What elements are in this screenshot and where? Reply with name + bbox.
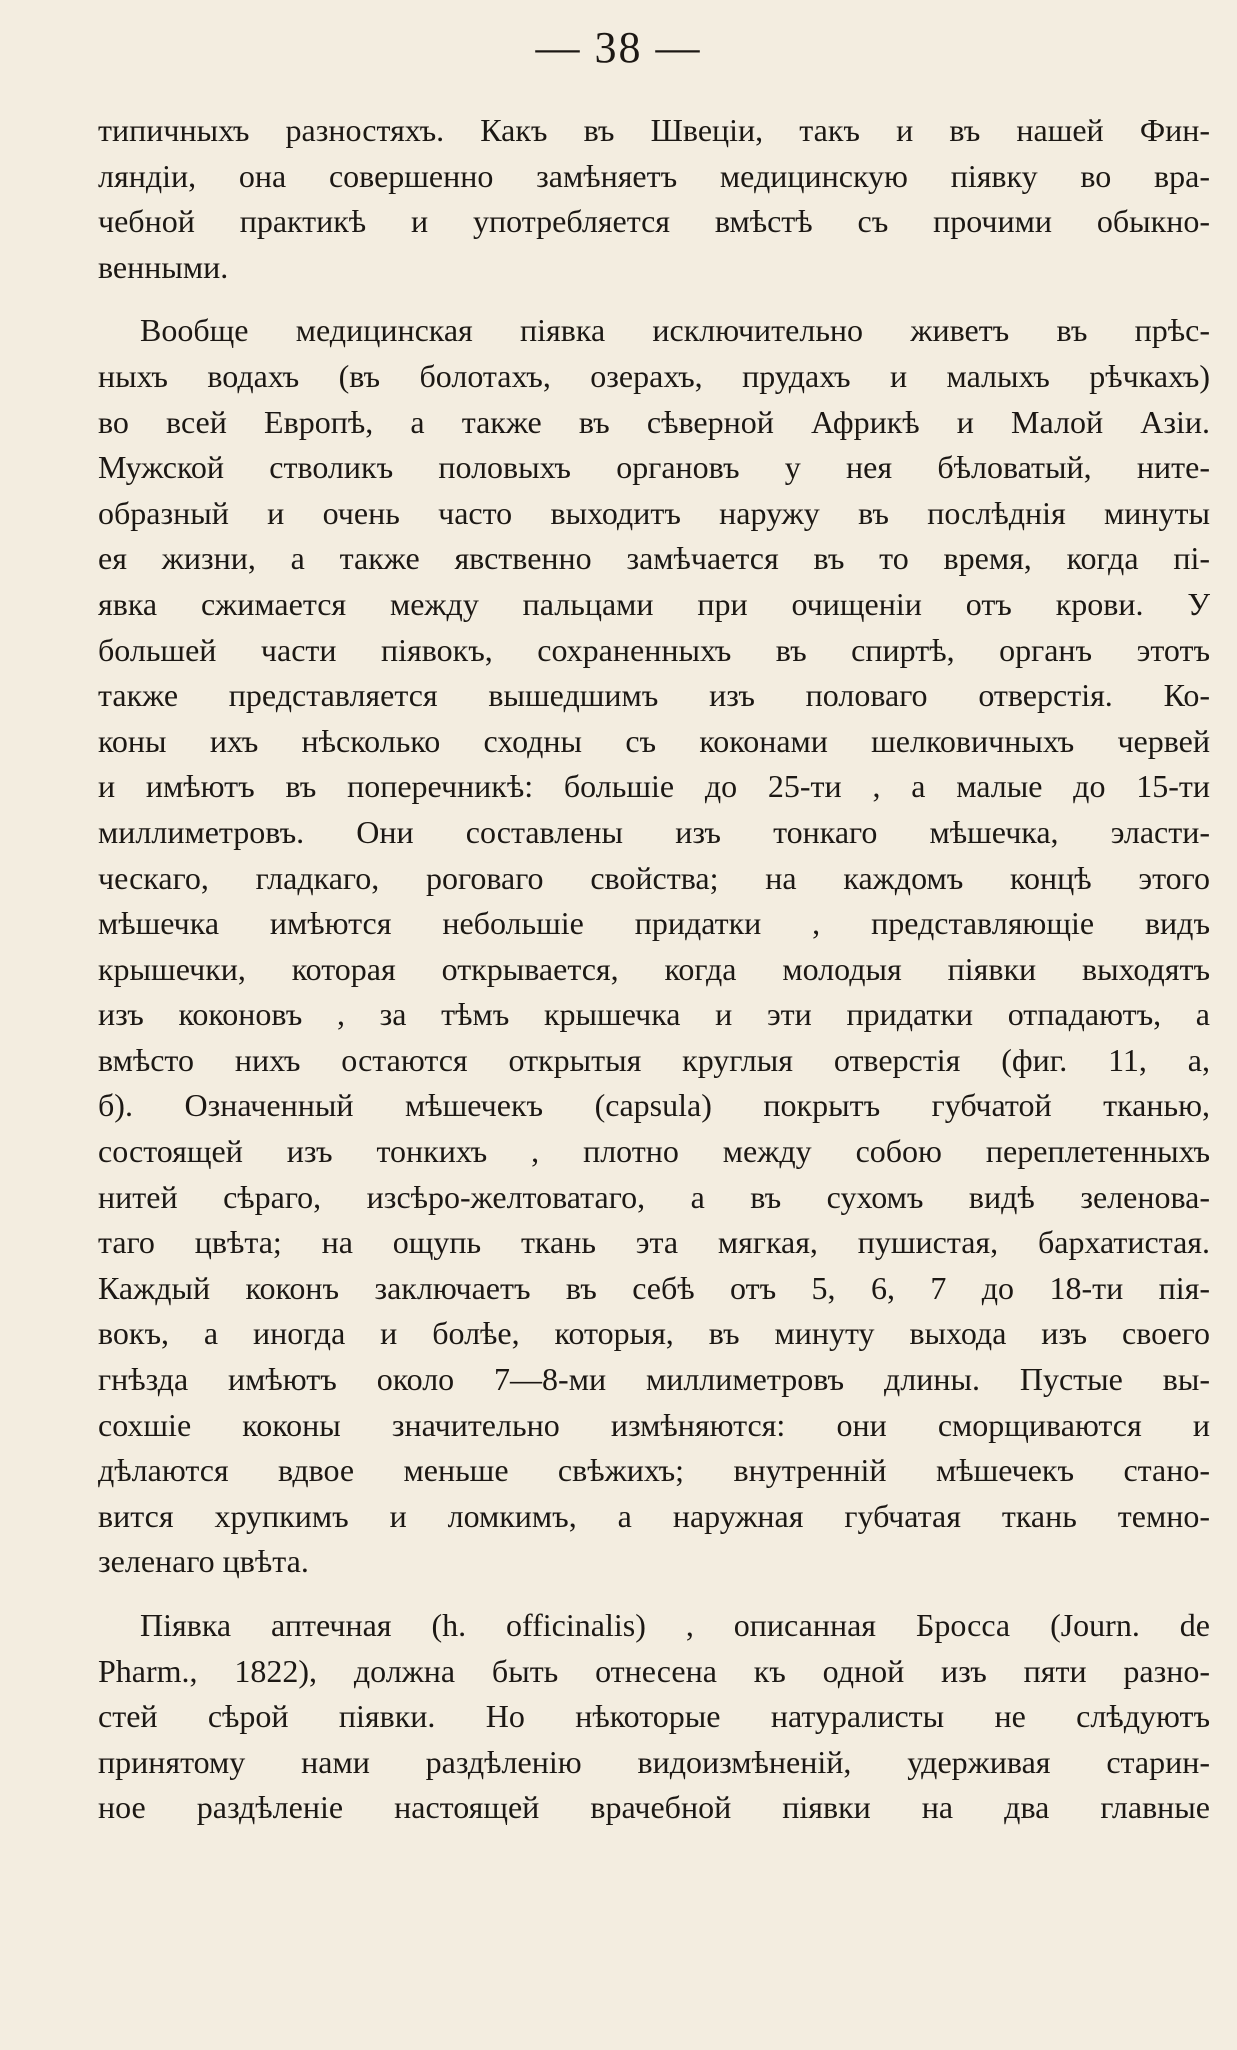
text-line: и имѣютъ въ поперечникѣ: большiе до 25-ти , а малые до 15-ти	[98, 768, 1210, 805]
text-line: ное раздѣленiе настоящей врачебной пiявки на два главные	[98, 1789, 1210, 1826]
text-line: стей сѣрой пiявки. Но нѣкоторые натуралисты не слѣдуютъ	[98, 1698, 1210, 1735]
text-line: принятому нами раздѣленiю видоизмѣненiй, удерживая старин-	[98, 1743, 1210, 1780]
text-line: б). Означенный мѣшечекъ (capsula) покрытъ губчатой тканью,	[98, 1087, 1210, 1124]
text-line: чебной практикѣ и употребляется вмѣстѣ съ прочими обыкно-	[98, 203, 1210, 240]
text-line: ея жизни, а также явственно замѣчается въ то время, когда пi-	[98, 540, 1210, 577]
text-line: типичныхъ разностяхъ. Какъ въ Швецiи, такъ и въ нашей Фин-	[98, 112, 1210, 148]
text-line: вмѣсто нихъ остаются открытыя круглыя отверстiя (фиг. 11, a,	[98, 1041, 1210, 1078]
text-line: образный и очень часто выходитъ наружу въ послѣднiя минуты	[98, 494, 1210, 531]
text-line: во всей Европѣ, а также въ сѣверной Африкѣ и Малой Азiи.	[98, 403, 1210, 440]
text-line: большей части пiявокъ, сохраненныхъ въ спиртѣ, органъ этотъ	[98, 631, 1210, 668]
text-line: изъ коконовъ , за тѣмъ крышечка и эти придатки отпадаютъ, а	[98, 996, 1210, 1033]
text-line: сохшiе коконы значительно измѣняются: они сморщиваются и	[98, 1406, 1210, 1443]
text-line: зеленаго цвѣта.	[98, 1543, 309, 1580]
paragraph-2	[98, 308, 1210, 1585]
paragraph-3	[98, 1603, 1210, 1831]
text-line: Вообще медицинская пiявка исключительно живетъ въ прѣс-	[140, 312, 1210, 349]
text-line: ляндiи, она совершенно замѣняетъ медицинскую пiявку во вра-	[98, 157, 1210, 194]
text-line: венными.	[98, 248, 229, 285]
paragraph-1	[98, 108, 1210, 290]
text-line: ныхъ водахъ (въ болотахъ, озерахъ, прудахъ и малыхъ рѣчкахъ)	[98, 357, 1210, 394]
text-line: таго цвѣта; на ощупь ткань эта мягкая, пушистая, бархатистая.	[98, 1224, 1210, 1261]
text-line: крышечки, которая открывается, когда молодыя пiявки выходятъ	[98, 950, 1210, 987]
text-line: состоящей изъ тонкихъ , плотно между собою переплетенныхъ	[98, 1133, 1210, 1170]
text-line: коны ихъ нѣсколько сходны съ коконами шелковичныхъ червей	[98, 722, 1210, 759]
text-line: вокъ, а иногда и болѣе, которыя, въ минуту выхода изъ своего	[98, 1315, 1210, 1352]
text-line: также представляется вышедшимъ изъ половаго отверстiя. Ко-	[98, 677, 1210, 714]
text-line: явка сжимается между пальцами при очищенiи отъ крови. У	[98, 585, 1210, 622]
text-line: вится хрупкимъ и ломкимъ, а наружная губчатая ткань темно-	[98, 1497, 1210, 1534]
page-number: — 38 —	[535, 23, 702, 72]
text-line: Pharm., 1822), должна быть отнесена къ одной изъ пяти разно-	[98, 1652, 1210, 1689]
text-line: миллиметровъ. Они составлены изъ тонкаго мѣшечка, эласти-	[98, 813, 1210, 850]
body-text	[98, 108, 1210, 1831]
text-line: мѣшечка имѣются небольшiе придатки , представляющiе видъ	[98, 905, 1210, 942]
text-line: Мужской стволикъ половыхъ органовъ у нея бѣловатый, ните-	[98, 449, 1210, 486]
text-line: ческаго, гладкаго, роговаго свойства; на каждомъ концѣ этого	[98, 859, 1210, 896]
text-line: гнѣзда имѣютъ около 7—8-ми миллиметровъ длины. Пустые вы-	[98, 1361, 1210, 1398]
text-line: нитей сѣраго, изсѣро-желтоватаго, а въ сухомъ видѣ зеленова-	[98, 1178, 1210, 1215]
text-line: дѣлаются вдвое меньше свѣжихъ; внутреннiй мѣшечекъ стано-	[98, 1452, 1210, 1489]
text-line: Каждый коконъ заключаетъ въ себѣ отъ 5, 6, 7 до 18-ти пiя-	[98, 1269, 1210, 1306]
text-line: Пiявка аптечная (h. officinalis) , описанная Бросса (Journ. de	[140, 1607, 1210, 1643]
